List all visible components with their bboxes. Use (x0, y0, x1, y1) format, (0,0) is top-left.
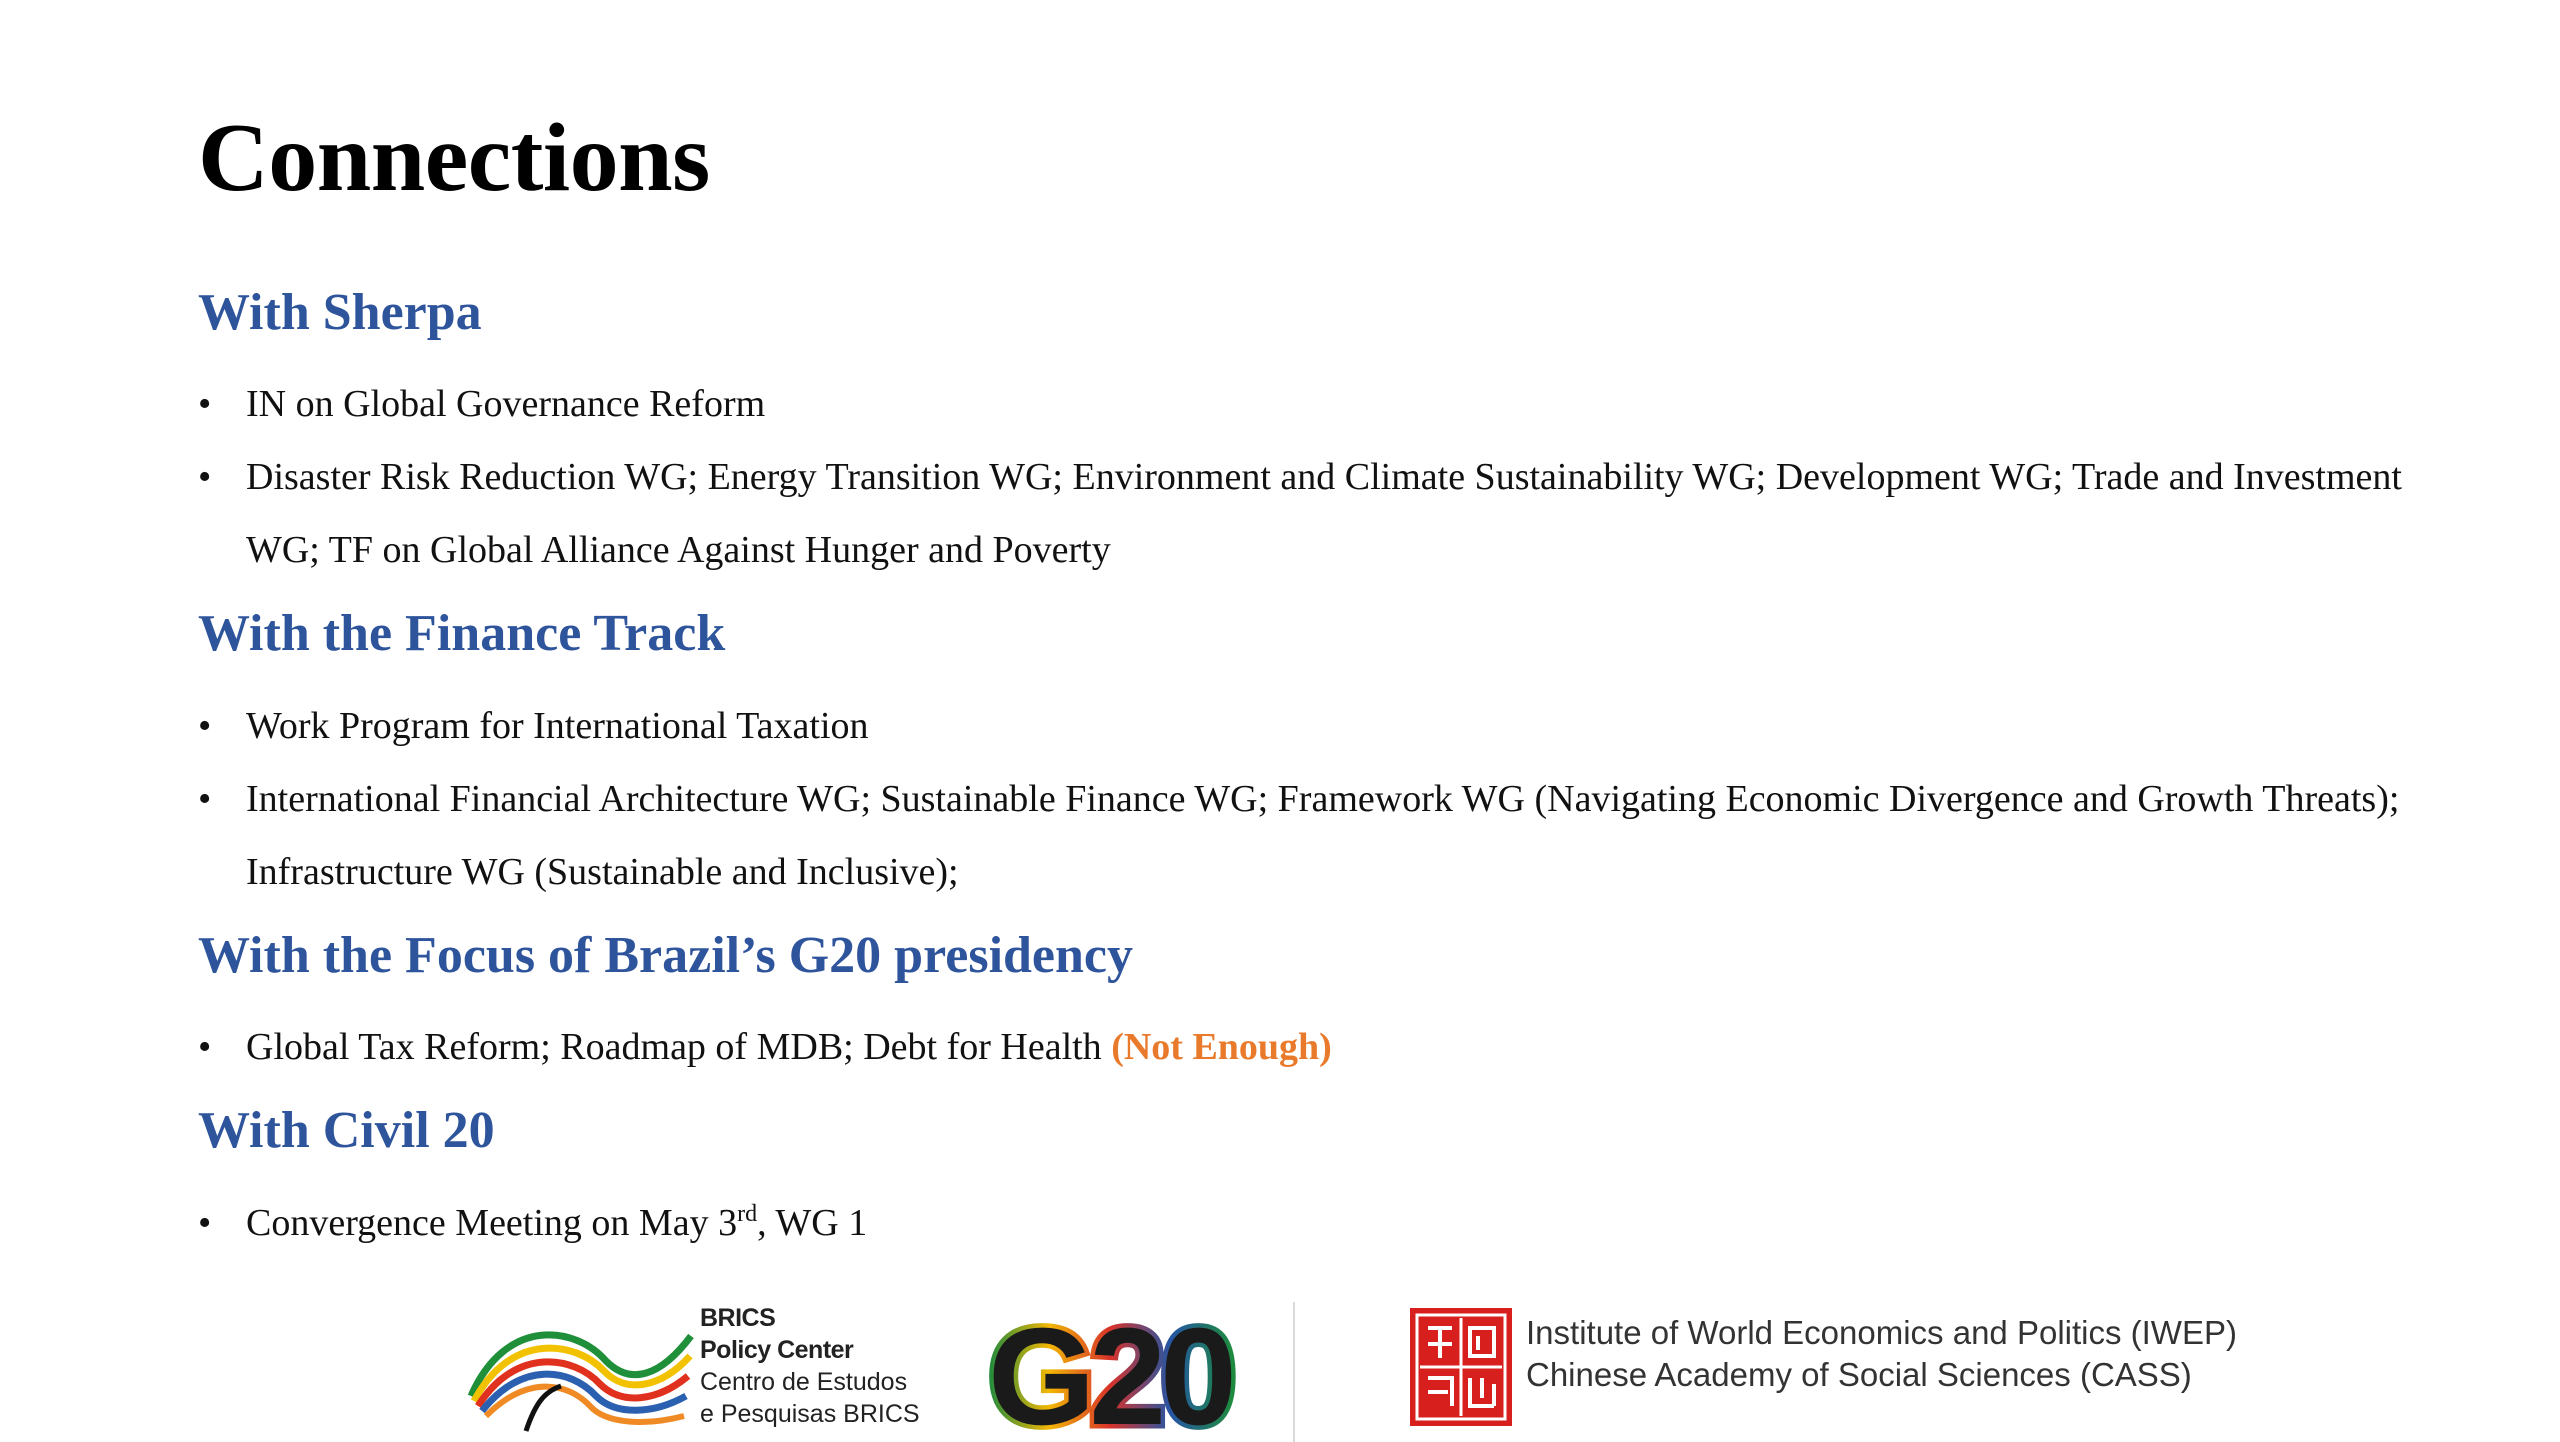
slide-content (198, 282, 2418, 1276)
bullet-item (198, 1187, 2418, 1260)
brics-logo-line-1: BRICS (700, 1304, 776, 1332)
bullet-item (198, 763, 2418, 909)
brics-logo-line-4: e Pesquisas BRICS (700, 1400, 920, 1428)
bullet-dot: • (198, 704, 212, 747)
bullet-list-sherpa (198, 368, 2418, 587)
bullet-item (198, 441, 2418, 587)
section-heading-civil-20: With Civil 20 (198, 1102, 495, 1160)
brics-logo-text (700, 1302, 920, 1430)
bullet-text: IN on Global Governance Reform (246, 383, 766, 426)
bullet-item (198, 1011, 2418, 1084)
bullet-dot: • (198, 383, 212, 426)
section-heading-brazil-focus: With the Focus of Brazil’s G20 presidency (198, 926, 1134, 984)
logo-divider (1293, 1302, 1295, 1442)
bullet-dot: • (198, 456, 212, 499)
section-heading-sherpa: With Sherpa (198, 284, 482, 341)
logo-footer (0, 1290, 2560, 1440)
bullet-text-end: , WG 1 (757, 1201, 868, 1244)
bullet-text: International Financial Architecture WG; Sustainable Finance WG; Framework WG (Navigating Economic Divergence and Growth Threats); Infrastructure WG (Sustainable and Inclusive); (246, 777, 2400, 893)
brics-ribbon-logo-icon (466, 1306, 696, 1436)
bullet-list-civil-20 (198, 1187, 2418, 1260)
not-enough-highlight: (Not Enough) (1111, 1026, 1332, 1069)
bullet-item (198, 690, 2418, 763)
bullet-text: Work Program for International Taxation (246, 704, 869, 747)
iwep-logo-text (1526, 1312, 2237, 1396)
bullet-dot: • (198, 1201, 212, 1244)
section-heading-finance-track: With the Finance Track (198, 605, 726, 663)
bullet-dot: • (198, 777, 212, 820)
ordinal-suffix: rd (737, 1200, 758, 1227)
g20-logo (988, 1312, 1300, 1436)
bullet-item (198, 368, 2418, 441)
bullet-text: Convergence Meeting on May 3 (246, 1201, 738, 1244)
bullet-list-finance-track (198, 690, 2418, 909)
bullet-dot: • (198, 1026, 212, 1069)
iwep-logo-line-1: Institute of World Economics and Politics (IWEP) (1526, 1314, 2237, 1351)
iwep-logo-line-2: Chinese Academy of Social Sciences (CASS) (1526, 1356, 2192, 1393)
bullet-list-brazil-focus (198, 1011, 2418, 1084)
iwep-seal-icon (1408, 1306, 1514, 1428)
bullet-text: Disaster Risk Reduction WG; Energy Transition WG; Environment and Climate Sustainability WG; Development WG; Trade and Investment WG; TF on Global Alliance Against Hunger and Poverty (246, 456, 2402, 572)
brics-logo-line-2: Policy Center (700, 1336, 854, 1364)
slide-title: Connections (198, 104, 710, 212)
bullet-text: Global Tax Reform; Roadmap of MDB; Debt for Health (246, 1026, 1102, 1069)
g20-logo-text: G20 (988, 1312, 1231, 1436)
brics-logo-line-3: Centro de Estudos (700, 1368, 908, 1396)
